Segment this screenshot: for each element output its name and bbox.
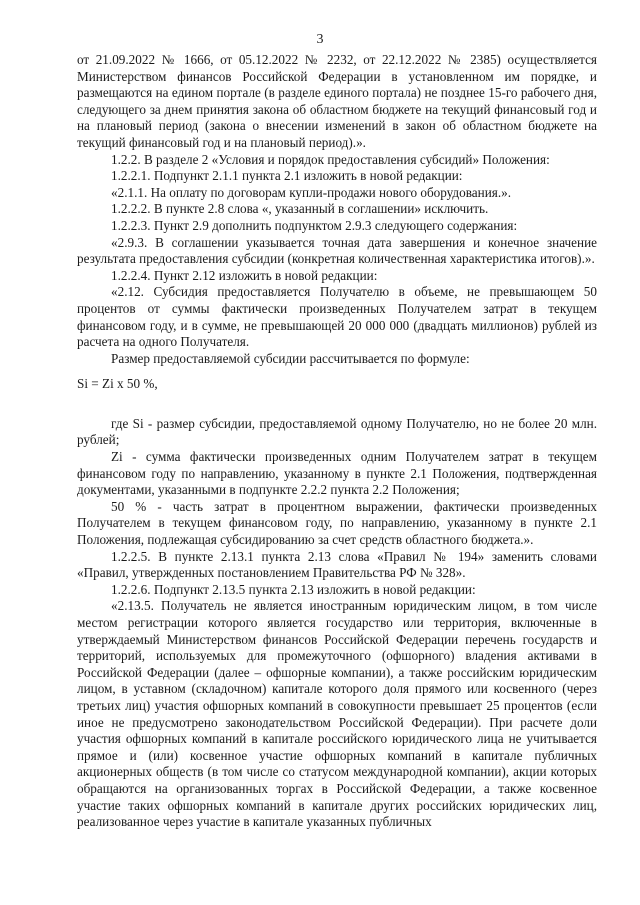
paragraph-1-2-2-1: 1.2.2.1. Подпункт 2.1.1 пункта 2.1 изложить в новой редакции: xyxy=(111,168,463,184)
paragraph-quote-2-1-1: «2.1.1. На оплату по договорам купли-продажи нового оборудования.». xyxy=(111,184,512,200)
paragraph-1-2-2-5: 1.2.2.5. В пункте 2.13.1 пункта 2.13 слова «Правил № 194» заменить словами «Правил, утвержденных постановлением Правительства РФ № 328». xyxy=(77,548,597,581)
document-body xyxy=(77,52,597,831)
paragraph-1-2-2-6: 1.2.2.6. Подпункт 2.13.5 пункта 2.13 изложить в новой редакции: xyxy=(111,581,476,597)
paragraph-continuation: от 21.09.2022 № 1666, от 05.12.2022 № 2232, от 22.12.2022 № 2385) осуществляется Министерством финансов Российской Федерации в установленном им порядке, и размещаются на едином портале (в разделе единого портала) не позднее 15-го рабочего дня, следующего за днем принятия закона об областном бюджете на текущий финансовый год и на плановый период (закона о внесении изменений в закон об областном бюджете на текущий финансовый год и на плановый период).». xyxy=(77,52,597,150)
paragraph-1-2-2: 1.2.2. В разделе 2 «Условия и порядок предоставления субсидий» Положения: xyxy=(111,151,550,167)
paragraph-1-2-2-3: 1.2.2.3. Пункт 2.9 дополнить подпунктом 2.9.3 следующего содержания: xyxy=(111,217,518,233)
paragraph-formula-intro: Размер предоставляемой субсидии рассчитывается по формуле: xyxy=(111,350,470,366)
formula: Si = Zi х 50 %, xyxy=(77,376,158,392)
paragraph-quote-2-12: «2.12. Субсидия предоставляется Получателю в объеме, не превышающем 50 процентов от суммы фактически произведенных Получателем затрат в текущем финансовом году, и в сумме, не превышающей 20 000 000 (двадцать миллионов) рублей из расчета на одного Получателя. xyxy=(77,284,597,350)
page-number: 3 xyxy=(316,32,324,47)
paragraph-quote-2-9-3: «2.9.3. В соглашении указывается точная дата завершения и конечное значение результата предоставления субсидии (конкретная количественная характеристика итогов).». xyxy=(77,234,597,267)
paragraph-1-2-2-2: 1.2.2.2. В пункте 2.8 слова «, указанный в соглашении» исключить. xyxy=(111,201,489,217)
paragraph-quote-2-13-5: «2.13.5. Получатель не является иностранным юридическим лицом, в том числе местом регистрации которого является государство или территория, включенные в утверждаемый Министерством финансов Российской Федерации перечень государств и территорий, используемых для промежуточного (офшорного) владения активами в Российской Федерации (далее – офшорные компании), а также российским юридическим лицом, в уставном (складочном) капитале которого доля прямого или косвенного (через третьих лиц) участия офшорных компаний в совокупности превышает 25 процентов (если иное не предусмотрено законодательством Российской Федерации). При расчете доли участия офшорных компаний в капитале российского юридического лица не учитывается прямое и (или) косвенное участие офшорных компаний в капитале публичных акционерных обществ (в том числе со статусом международной компании), акции которых обращаются на организованных торгах в Российской Федерации, а также косвенное участие таких офшорных компаний в капитале других российских юридических лиц, реализованное через участие в капитале указанных публичных xyxy=(77,598,597,830)
paragraph-percent-definition: 50 % - часть затрат в процентном выражении, фактически произведенных Получателем в текущем финансовом году, по направлению, указанному в пункте 2.1 Положения, подлежащая субсидированию за счет средств областного бюджета.». xyxy=(77,498,597,548)
paragraph-1-2-2-4: 1.2.2.4. Пункт 2.12 изложить в новой редакции: xyxy=(111,267,378,283)
paragraph-zi-definition: Zi - сумма фактически произведенных одним Получателем затрат в текущем финансовом году по направлению, указанному в пункте 2.1 Положения, подтвержденная документами, указанными в подпункте 2.2.2 пункта 2.2 Положения; xyxy=(77,449,597,498)
paragraph-si-definition: где Si - размер субсидии, предоставляемой одному Получателю, но не более 20 млн. рублей; xyxy=(77,415,597,448)
